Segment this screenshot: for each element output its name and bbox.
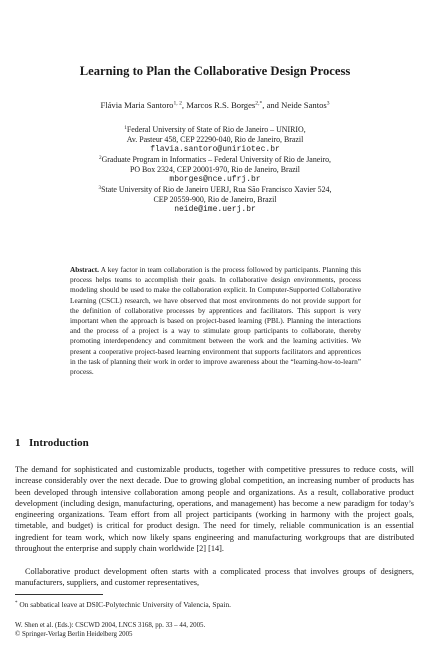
affiliation-line: Graduate Program in Informatics – Federal University of Rio de Janeiro, [101,155,331,164]
paper-title: Learning to Plan the Collaborative Design Process [79,64,351,78]
affiliation-line: PO Box 2324, CEP 20001-970, Rio de Janeiro, Brazil [129,165,300,175]
affiliation-line: Av. Pasteur 458, CEP 22290-040, Rio de Janeiro, Brazil [126,135,304,145]
section-title: Introduction [29,437,89,449]
body-paragraph: Collaborative product development often starts with a complicated process that involves groups of designers, manufacturers, suppliers, and customer representatives, [15,567,414,588]
author-name: Neide Santos [281,100,327,110]
author-name: Flávia Maria Santoro [100,100,174,110]
footnote-rule [15,594,103,595]
author-affiliation-mark: 2,* [255,100,263,107]
affiliation-mark: 1 [124,125,127,131]
author-list [0,100,430,110]
affiliation-email[interactable]: neide@ime.uerj.br [174,205,256,215]
footnote-mark: * [15,601,18,606]
affiliation-email[interactable]: mborges@nce.ufrj.br [169,175,261,185]
affiliation-mark: 3 [98,185,102,191]
abstract-label: Abstract. [70,265,99,274]
section-number: 1 [15,437,21,449]
footnote [15,600,414,609]
affiliation-1 [60,125,370,156]
section-heading [15,437,89,449]
affiliation-line: Federal University of State of Rio de Janeiro – UNIRIO, [126,125,306,134]
body-paragraph: The demand for sophisticated and customizable products, together with competitive pressures to reduce costs, will increase considerably over the next decade. Due to growing global competition, an increasing number of products has been developed through intensive collaboration among people and organizations. As a result, collaborative product development (including design, manufacturing, operations, and management) has become a new paradigm for today’s engineering organizations. Team effort from all project participants (working in harmony with the project goals, timetable, and budget) is critical for product design. The need for timely, reliable communication is an essential ingredient for team work, which now likely spans engineering and manufacturing workgroups that are distributed throughout the enterprise and supply chain worldwide [2] [14]. [15,465,414,554]
author-separator: , [181,100,185,110]
author-separator: , and [262,100,279,110]
affiliation-mark: 2 [98,155,102,161]
affiliation-email[interactable]: flavia.santoro@uniriotec.br [150,145,280,155]
affiliation-2 [60,155,370,186]
author-affiliation-mark: 3 [326,100,330,107]
citation-line: W. Shen et al. (Eds.): CSCWD 2004, LNCS 3168, pp. 33 – 44, 2005. [15,622,206,629]
footnote-text: On sabbatical leave at DSIC-Polytechnic University of Valencia, Spain. [19,600,232,609]
affiliation-line: State University of Rio de Janeiro UERJ, Rua São Francisco Xavier 524, [101,185,332,194]
author-name: Marcos R.S. Borges [186,100,256,110]
author-affiliation-mark: 1, 2 [173,100,182,107]
affiliation-3 [60,185,370,216]
abstract [70,265,361,377]
affiliation-line: CEP 20559-900, Rio de Janeiro, Brazil [153,195,277,205]
copyright-line: © Springer-Verlag Berlin Heidelberg 2005 [15,631,133,638]
abstract-text: A key factor in team collaboration is the process followed by participants. Planning this process helps teams to accomplish their goals. In collaborative design environments, process modeling should be used to make the collaboration explicit. In Computer-Supported Collaborative Learning (CSCL) research, we have observed that most environments do not provide support for the definition of collaborative processes by apprentices and facilitators. This support is very important when the approach is based on project-based learning (PBL). Planning the interactions and the process of a project is a way to stimulate group participants to collaborate, thereby promoting interdependency and commitment between the work and the learning activities. We present a cooperative project-based learning environment that supports facilitators and apprentices in the task of planning their work in order to improve awareness about the “learning-how-to-learn” process. [70,265,361,377]
